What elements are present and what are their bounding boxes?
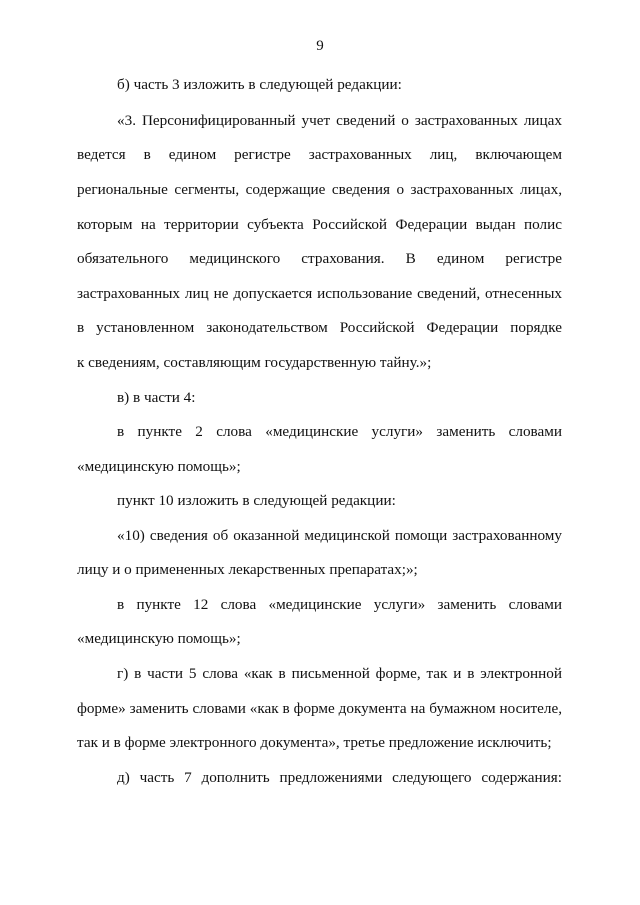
text-line: в) в части 4: — [117, 389, 196, 406]
text-line: к сведениям, составляющим государственную тайну.»; — [77, 354, 432, 371]
text-line: «медицинскую помощь»; — [77, 630, 241, 647]
text-line: застрахованных лиц не допускается использование сведений, отнесенных — [77, 285, 562, 302]
text-line: в пункте 2 слова «медицинские услуги» заменить словами — [117, 423, 562, 440]
text-line: в установленном законодательством Российской Федерации порядке — [77, 319, 562, 336]
text-line: так и в форме электронного документа», третье предложение исключить; — [77, 734, 552, 751]
text-line: «10) сведения об оказанной медицинской помощи застрахованному — [117, 527, 562, 544]
text-line: форме» заменить словами «как в форме документа на бумажном носителе, — [77, 700, 562, 717]
text-line: лицу и о примененных лекарственных препаратах;»; — [77, 561, 418, 578]
text-line: ведется в едином регистре застрахованных лиц, включающем — [77, 146, 562, 163]
text-line: в пункте 12 слова «медицинские услуги» заменить словами — [117, 596, 562, 613]
text-line: региональные сегменты, содержащие сведения о застрахованных лицах, — [77, 181, 562, 198]
text-line: д) часть 7 дополнить предложениями следующего содержания: — [117, 769, 562, 786]
page-number: 9 — [316, 38, 324, 54]
text-line: обязательного медицинского страхования. В едином регистре — [77, 250, 562, 267]
text-line: пункт 10 изложить в следующей редакции: — [117, 492, 396, 509]
text-line: «медицинскую помощь»; — [77, 458, 241, 475]
text-line: г) в части 5 слова «как в письменной форме, так и в электронной — [117, 665, 562, 682]
text-line: «3. Персонифицированный учет сведений о застрахованных лицах — [117, 112, 562, 129]
text-line: которым на территории субъекта Российской Федерации выдан полис — [77, 216, 562, 233]
text-line: б) часть 3 изложить в следующей редакции: — [117, 76, 402, 93]
